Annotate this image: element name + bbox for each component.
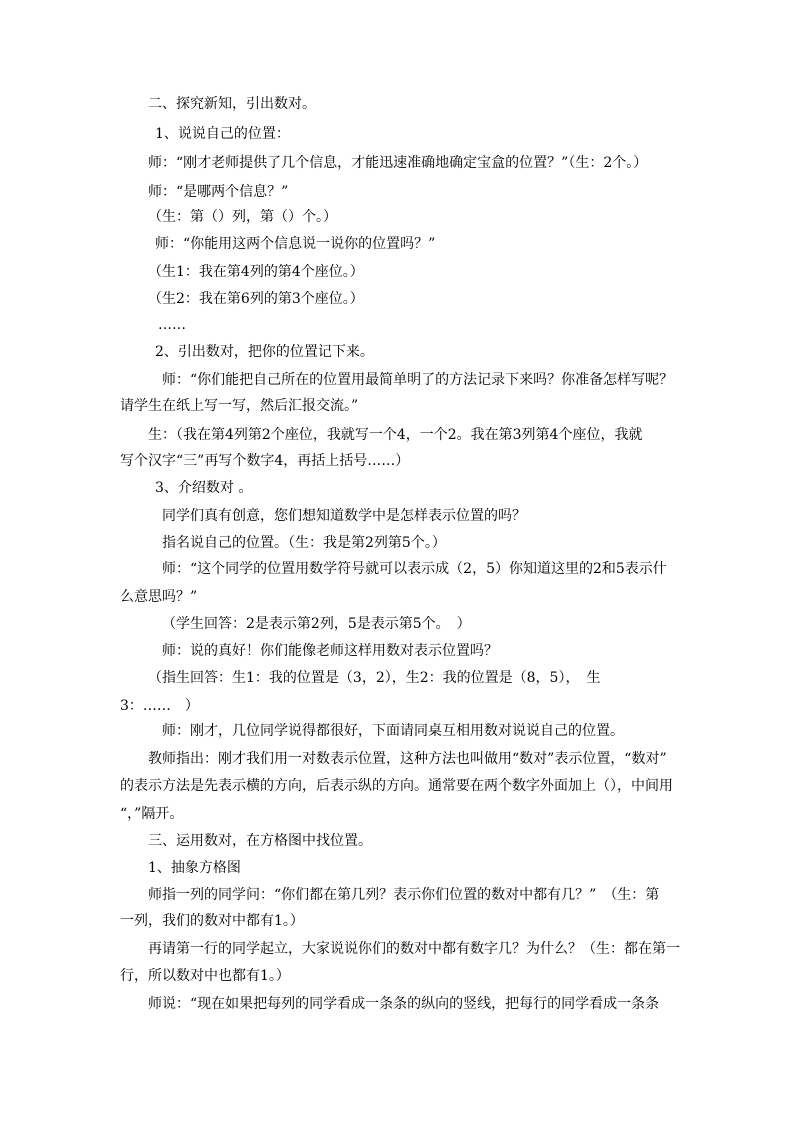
paragraph-line: 师：“你能用这两个信息说一说你的位置吗？” <box>155 236 436 252</box>
paragraph-line: “，”隔开。 <box>120 806 184 822</box>
paragraph-line: 师：说的真好！你们能像老师这样用数对表示位置吗？ <box>162 643 498 659</box>
paragraph-line: （生1：我在第4列的第4个座位。） <box>148 264 364 280</box>
paragraph-line: 师：刚才，几位同学说得都很好，下面请同桌互相用数对说说自己的位置。 <box>162 723 624 739</box>
section-heading-2: 二、探究新知，引出数对。 <box>148 96 316 112</box>
paragraph-line: （生2：我在第6列的第3个座位。） <box>148 291 364 307</box>
paragraph-line: （生：第（）列，第（）个。） <box>148 209 337 225</box>
subheading-3: 3、介绍数对 。 <box>155 480 253 496</box>
paragraph-line: 师指一列的同学问：“你们都在第几列？表示你们位置的数对中都有几？” （生：第 <box>148 887 660 903</box>
paragraph-line: 生：（我在第4列第2个座位，我就写一个4，一个2。我在第3列第4个座位，我就 <box>148 427 643 443</box>
paragraph-line: 教师指出：刚才我们用一对数表示位置，这种方法也叫做用“数对”表示位置，“数对” <box>148 751 667 767</box>
paragraph-line: 的表示方法是先表示横的方向，后表示纵的方向。通常要在两个数字外面加上（），中间用 <box>120 778 673 794</box>
paragraph-line: 一列，我们的数对中都有1。） <box>120 913 304 929</box>
paragraph-line: 指名说自己的位置。（生：我是第2列第5个。） <box>162 535 446 551</box>
ellipsis-line: …… <box>158 317 186 333</box>
paragraph-line: 写个汉字“三”再写个数字4，再括上括号……） <box>120 453 410 469</box>
paragraph-line: 请学生在纸上写一写，然后汇报交流。” <box>120 398 359 414</box>
paragraph-line: 么意思吗？” <box>120 589 198 605</box>
paragraph-line: 同学们真有创意，您们想知道数学中是怎样表示位置的吗？ <box>162 508 526 524</box>
paragraph-line: 师：“刚才老师提供了几个信息，才能迅速准确地确定宝盒的位置？”（生：2个。） <box>148 155 648 171</box>
paragraph-line: 再请第一行的同学起立，大家说说你们的数对中都有数字几？为什么？（生：都在第一 <box>148 941 680 957</box>
paragraph-line: 师说：“现在如果把每列的同学看成一条条的纵向的竖线，把每行的同学看成一条条 <box>148 996 660 1012</box>
section-heading-3: 三、运用数对，在方格图中找位置。 <box>148 833 372 849</box>
paragraph-line: （学生回答：2是表示第2列，5是表示第5个。 ） <box>162 616 471 632</box>
paragraph-line: （指生回答：生1：我的位置是（3，2），生2：我的位置是（8，5）， 生 <box>148 670 601 686</box>
subheading-2: 2、引出数对，把你的位置记下来。 <box>155 344 374 360</box>
paragraph-line: 师：“是哪两个信息？” <box>148 184 289 200</box>
subheading-1: 1、说说自己的位置： <box>155 126 290 142</box>
subheading-4: 1、抽象方格图 <box>148 860 241 876</box>
paragraph-line: 师：“这个同学的位置用数学符号就可以表示成（2，5）你知道这里的2和5表示什 <box>162 561 667 577</box>
paragraph-line: 师：“你们能把自己所在的位置用最简单明了的方法记录下来吗？你准备怎样写呢？ <box>162 372 674 388</box>
paragraph-line: 3：…… ） <box>120 698 199 714</box>
paragraph-line: 行，所以数对中也都有1。） <box>120 968 290 984</box>
